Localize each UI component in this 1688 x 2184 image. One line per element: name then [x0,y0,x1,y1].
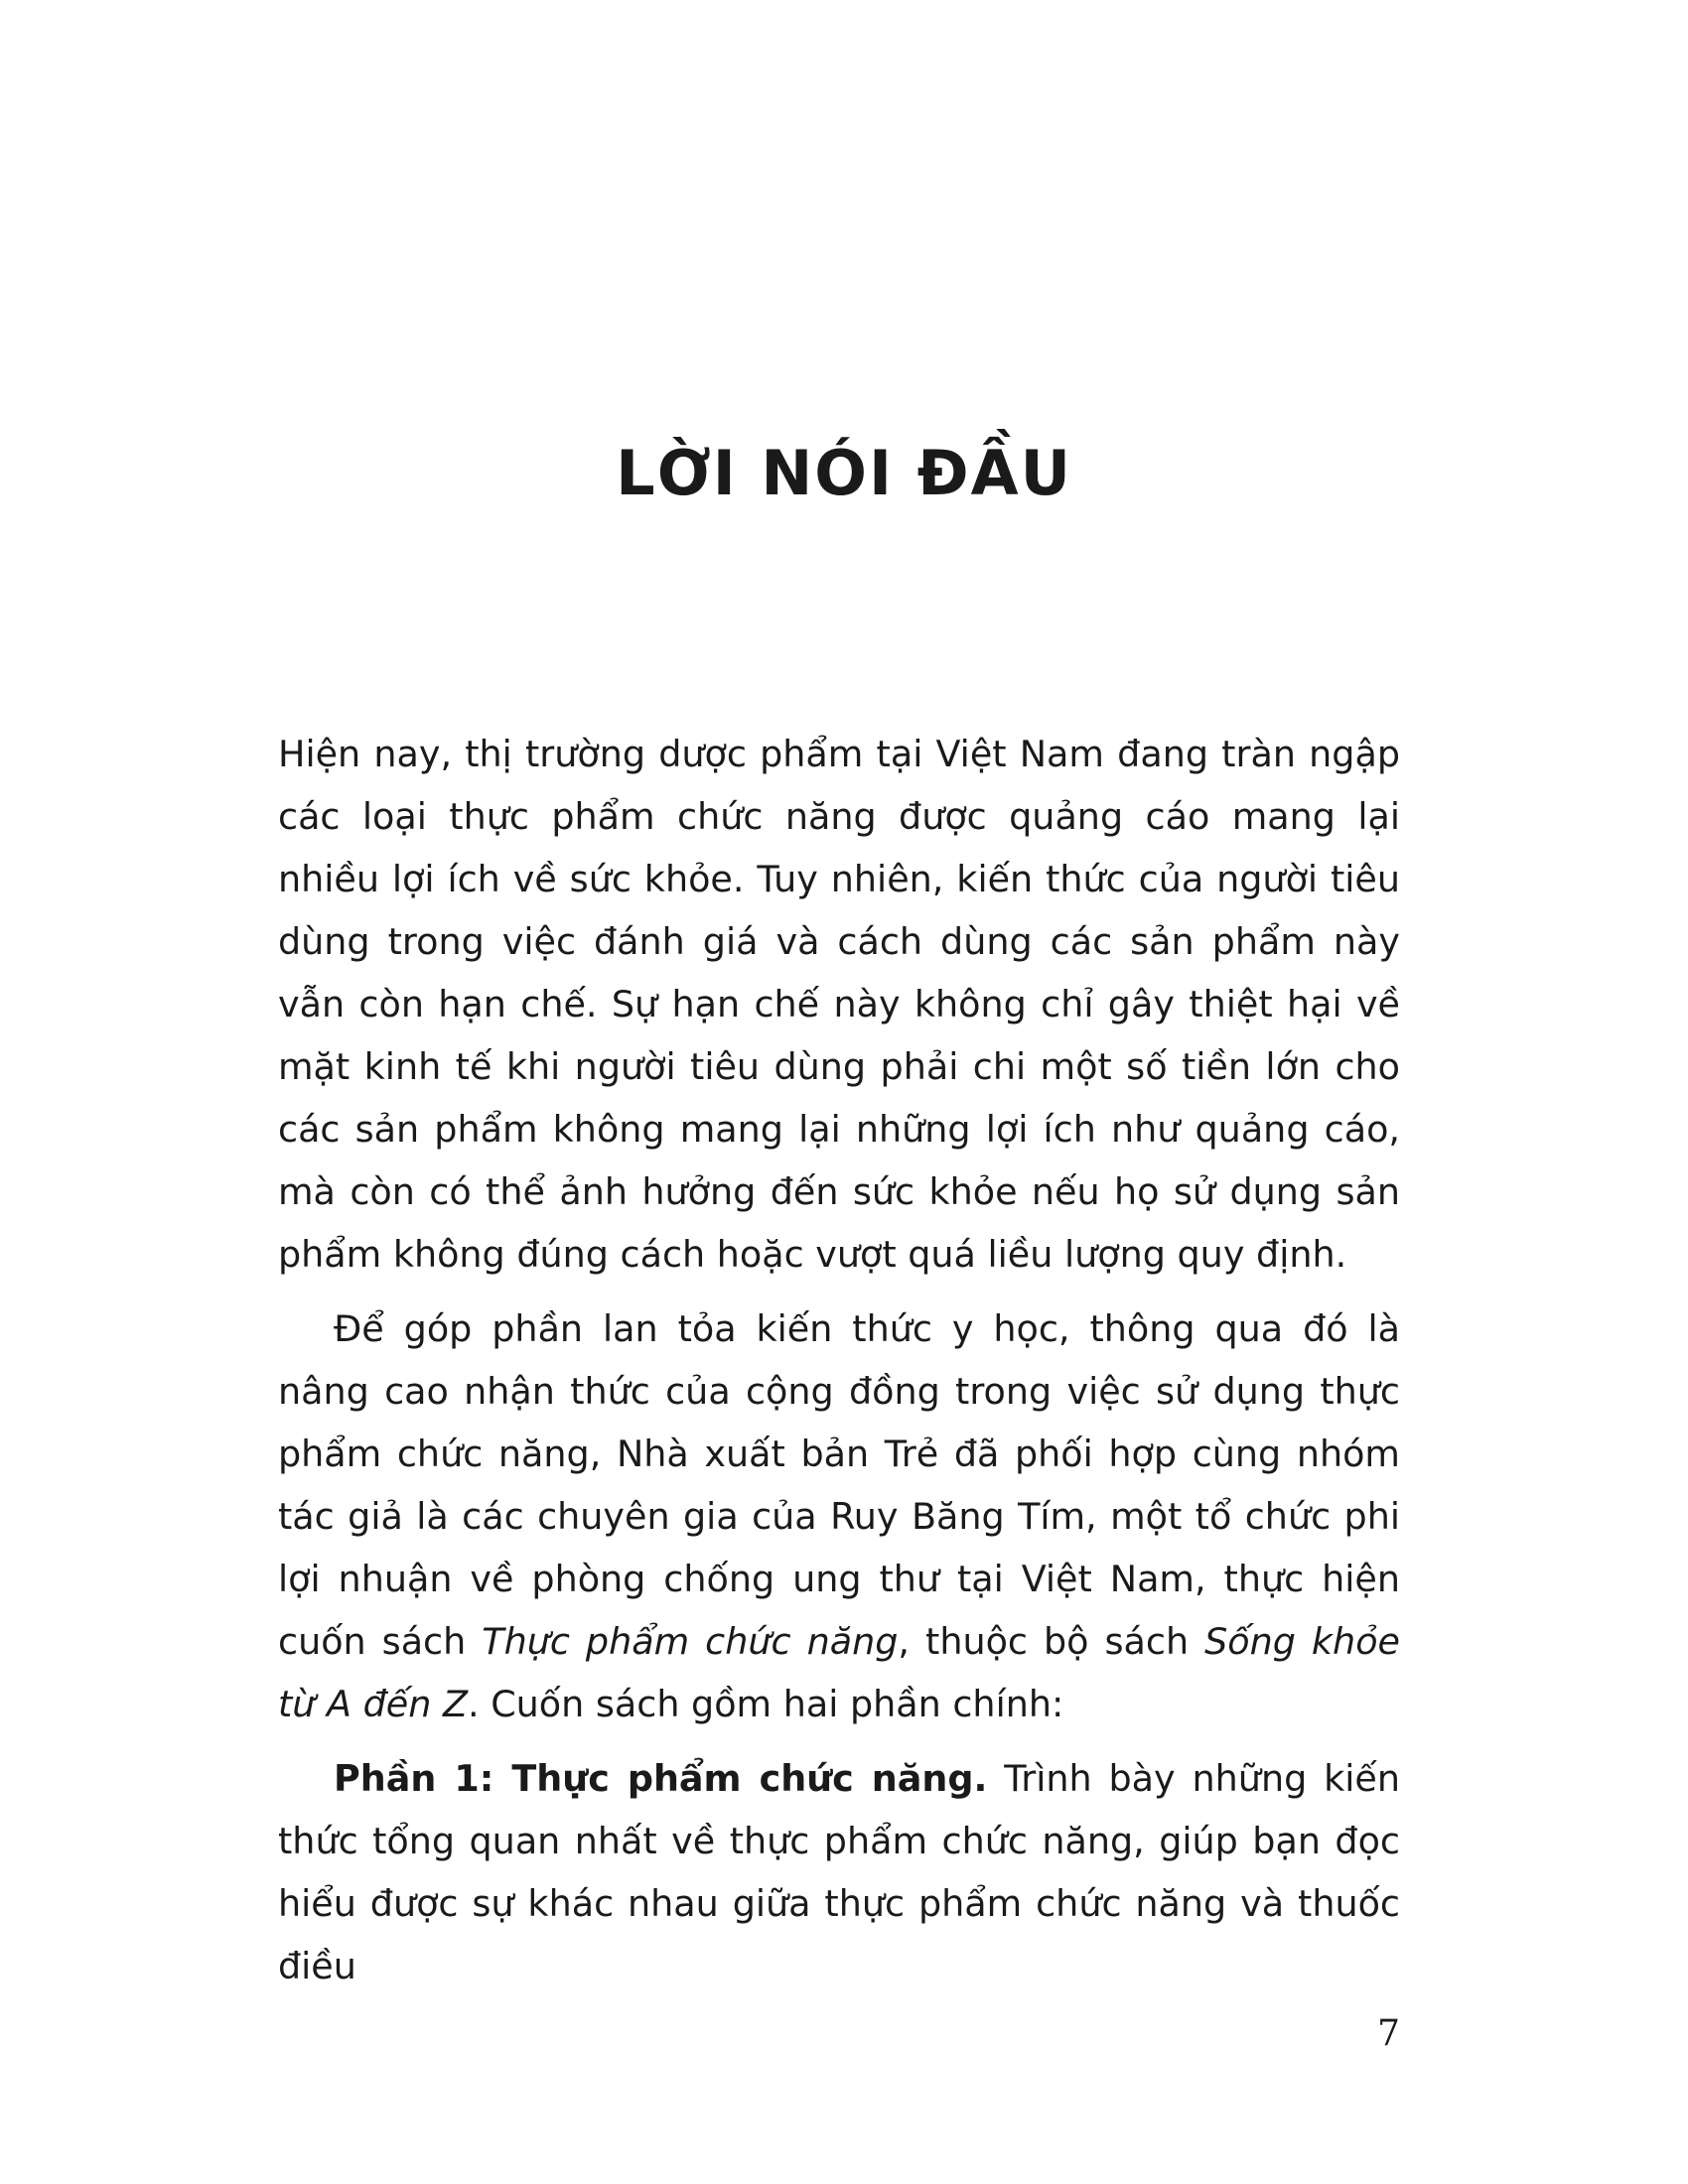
paragraph-book-info-text-1: Để góp phần lan tỏa kiến thức y học, thông qua đó là nâng cao nhận thức của cộng đồng trong việc sử dụng thực phẩm chức năng, Nhà xuất bản Trẻ đã phối hợp cùng nhóm tác giả là các chuyên gia của Ruy Băng Tím, một tổ chức phi lợi nhuận về phòng chống ung thư tại Việt Nam, thực hiện cuốn sách [278,1307,1400,1663]
paragraph-book-info [278,1297,1400,1735]
book-title: Thực phẩm chức năng [482,1620,899,1663]
paragraph-part-1 [278,1747,1400,1997]
series-title: Sống khỏe từ A đến Z [278,1620,1400,1725]
paragraph-intro: Hiện nay, thị trường dược phẩm tại Việt Nam đang tràn ngập các loại thực phẩm chức năng được quảng cáo mang lại nhiều lợi ích về sức khỏe. Tuy nhiên, kiến thức của người tiêu dùng trong việc đánh giá và cách dùng các sản phẩm này vẫn còn hạn chế. Sự hạn chế này không chỉ gây thiệt hại về mặt kinh tế khi người tiêu dùng phải chi một số tiền lớn cho các sản phẩm không mang lại những lợi ích như quảng cáo, mà còn có thể ảnh hưởng đến sức khỏe nếu họ sử dụng sản phẩm không đúng cách hoặc vượt quá liều lượng quy định. [278,733,1400,1276]
paragraph-book-info-text-2: , thuộc bộ sách [898,1620,1205,1663]
page-number: 7 [1377,2013,1400,2054]
part-1-heading: Phần 1: Thực phẩm chức năng. [334,1757,988,1800]
body-text [278,723,1400,2009]
page-title: LỜI NÓI ĐẦU [616,437,1072,509]
paragraph-book-info-text-3: . Cuốn sách gồm hai phần chính: [467,1683,1064,1725]
part-1-text: Trình bày những kiến thức tổng quan nhất về thực phẩm chức năng, giúp bạn đọc hiểu được sự khác nhau giữa thực phẩm chức năng và thuốc điều [278,1757,1400,1987]
